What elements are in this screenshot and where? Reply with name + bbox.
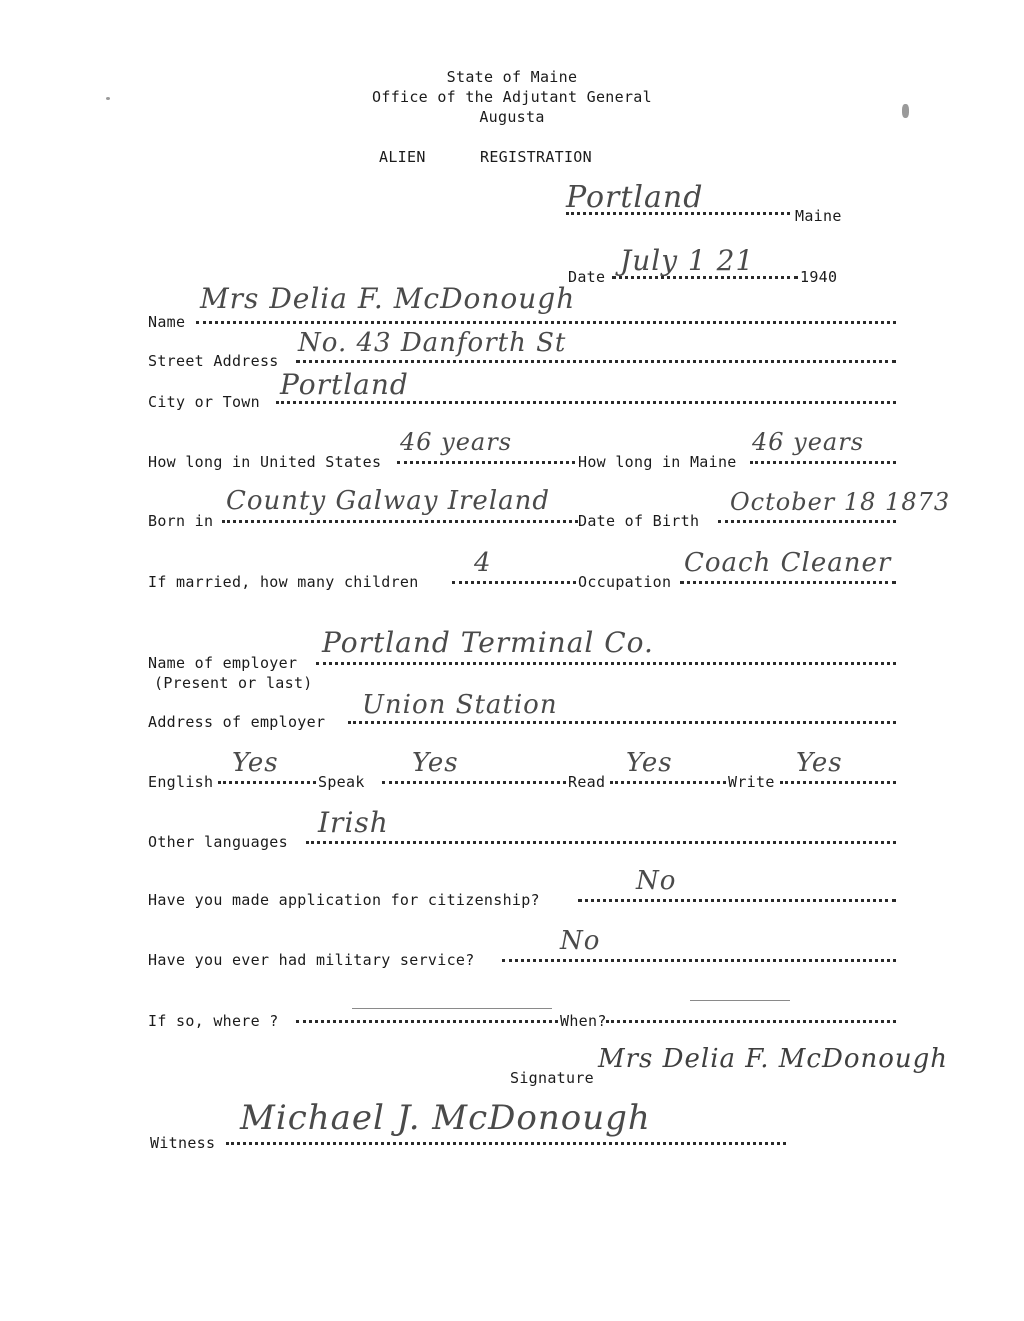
- years-maine-value: 46 years: [752, 428, 865, 456]
- dob-label: Date of Birth: [578, 512, 700, 530]
- employer-address-value: Union Station: [362, 690, 558, 720]
- name-dots: [196, 321, 896, 324]
- military-dots: [502, 959, 896, 962]
- write-value: Yes: [796, 748, 843, 778]
- employer-address-label: Address of employer: [148, 713, 326, 731]
- military-value: No: [560, 926, 601, 956]
- years-us-dots: [397, 461, 575, 464]
- children-value: 4: [474, 548, 492, 578]
- date-handwritten: July 1 21: [620, 244, 755, 277]
- english-value: Yes: [232, 748, 279, 778]
- born-dots: [222, 520, 578, 523]
- employer-dots: [316, 662, 896, 665]
- speak-label: Speak: [318, 773, 365, 791]
- military-label: Have you ever had military service?: [148, 951, 475, 969]
- dob-dots: [718, 520, 896, 523]
- city-dots: [276, 401, 896, 404]
- write-dots: [780, 781, 896, 784]
- signature-label: Signature: [510, 1069, 594, 1087]
- form-title-alien: ALIEN: [379, 148, 426, 166]
- when-dash-stroke: [690, 1000, 790, 1001]
- citizenship-label: Have you made application for citizenship?: [148, 891, 540, 909]
- where-dots: [296, 1020, 558, 1023]
- employer-label: Name of employer: [148, 654, 298, 672]
- witness-value: Michael J. McDonough: [240, 1098, 651, 1138]
- other-languages-label: Other languages: [148, 833, 288, 851]
- read-label: Read: [568, 773, 606, 791]
- when-label: When?: [560, 1012, 607, 1030]
- witness-label: Witness: [150, 1134, 216, 1152]
- date-year: 1940: [800, 268, 838, 286]
- years-us-value: 46 years: [400, 428, 513, 456]
- years-us-label: How long in United States: [148, 453, 382, 471]
- speak-value: Yes: [412, 748, 459, 778]
- place-state-label: Maine: [795, 207, 842, 225]
- occupation-label: Occupation: [578, 573, 672, 591]
- where-dash-stroke: [352, 1008, 552, 1009]
- occupation-value: Coach Cleaner: [684, 548, 892, 578]
- children-label: If married, how many children: [148, 573, 419, 591]
- read-dots: [610, 781, 726, 784]
- citizenship-dots: [578, 899, 896, 902]
- city-label: City or Town: [148, 393, 260, 411]
- other-languages-dots: [306, 841, 896, 844]
- occupation-dots: [680, 581, 896, 584]
- employer-value: Portland Terminal Co.: [322, 626, 654, 659]
- street-value: No. 43 Danforth St: [298, 328, 567, 358]
- header-office: Office of the Adjutant General: [372, 88, 652, 106]
- children-dots: [452, 581, 576, 584]
- header-state: State of Maine: [446, 68, 578, 86]
- born-label: Born in: [148, 512, 214, 530]
- write-label: Write: [728, 773, 775, 791]
- witness-dots: [226, 1142, 786, 1145]
- english-dots: [218, 781, 316, 784]
- name-value: Mrs Delia F. McDonough: [200, 282, 576, 315]
- street-label: Street Address: [148, 352, 279, 370]
- other-languages-value: Irish: [318, 806, 389, 839]
- street-dots: [296, 360, 896, 363]
- dob-value: October 18 1873: [730, 488, 951, 516]
- years-maine-dots: [750, 461, 896, 464]
- where-label: If so, where ?: [148, 1012, 279, 1030]
- read-value: Yes: [626, 748, 673, 778]
- signature-value: Mrs Delia F. McDonough: [598, 1044, 949, 1074]
- employer-sublabel: (Present or last): [154, 674, 313, 692]
- name-label: Name: [148, 313, 186, 331]
- speak-dots: [382, 781, 566, 784]
- english-label: English: [148, 773, 214, 791]
- employer-address-dots: [348, 721, 896, 724]
- born-value: County Galway Ireland: [226, 486, 551, 516]
- citizenship-value: No: [636, 866, 677, 896]
- form-title-registration: REGISTRATION: [480, 148, 592, 166]
- date-label: Date: [568, 268, 606, 286]
- when-dots: [606, 1020, 896, 1023]
- place-handwritten: Portland: [566, 180, 704, 215]
- header-city: Augusta: [479, 108, 545, 126]
- years-maine-label: How long in Maine: [578, 453, 737, 471]
- city-value: Portland: [280, 368, 409, 401]
